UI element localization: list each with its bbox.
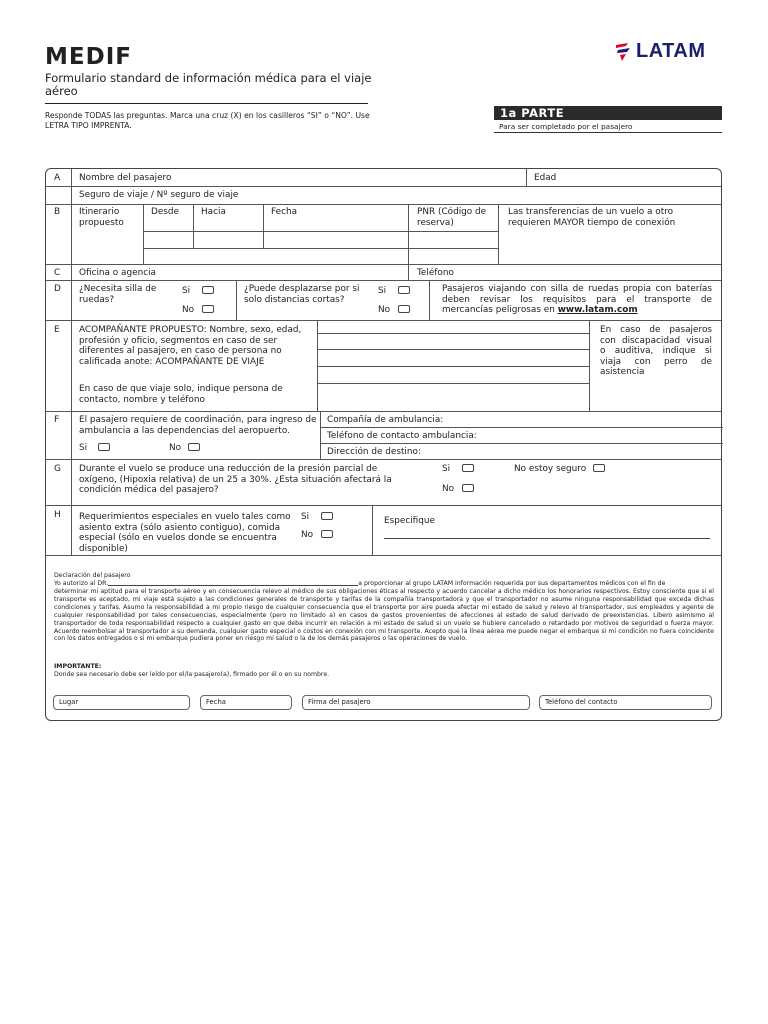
specify-label: Especifique [384,516,435,526]
short-distance-question: ¿Puede desplazarse por si solo distancias cortas? [244,284,360,305]
hypoxia-text: Durante el vuelo se produce una reducción de la presión parcial de oxígeno, (Hipoxia relativa) de un 25 a 30%. ¿Esta situación afectará la condición médica del pasajero? [79,464,392,495]
row-divider [46,459,721,460]
declaration-title: Declaración del pasajero [54,572,131,579]
wheelchair-yes-checkbox[interactable] [202,286,214,294]
letter-column-divider [71,169,72,555]
yes-label: Si [378,286,387,296]
passenger-name-label: Nombre del pasajero [79,173,172,183]
special-req-yes-checkbox[interactable] [321,512,333,520]
instructions-text: Responde TODAS las preguntas. Marca una cruz (X) en los casilleros “SI” o “NO”. Use LETRA TIPO IMPRENTA. [45,111,370,130]
col-divider [429,280,430,320]
col-divider [498,204,499,264]
yes-label: Si [79,443,88,453]
from-label: Desde [151,207,180,217]
section-letter: B [54,207,61,217]
header-divider [45,103,368,104]
col-divider [236,280,237,320]
place-field[interactable]: Lugar [53,695,190,710]
wheelchair-no-checkbox[interactable] [202,305,214,313]
age-label: Edad [534,173,557,183]
section-letter: E [54,325,60,335]
no-label: No [182,305,195,315]
no-label: No [378,305,391,315]
yes-label: Si [301,512,310,522]
row-divider [46,186,721,187]
important-text: Donde sea necesario debe ser leído por el/la pasajero(a), firmado por él o en su nombre. [54,671,330,678]
row-divider [46,411,721,412]
form-title: MEDIF [45,44,132,70]
latam-link[interactable]: www.latam.com [557,305,638,315]
battery-note-text: Pasajeros viajando con silla de ruedas propia con baterías deben revisar los requisitos para el transporte de mercancías peligrosas en [442,284,712,315]
medical-form [45,168,722,721]
col-divider [263,204,264,248]
col-divider [372,505,373,555]
ambulance-company-label: Compañía de ambulancia: [327,415,444,425]
hypoxia-not-sure-checkbox[interactable] [593,464,605,472]
phone-label: Teléfono [417,268,454,278]
disability-text: En caso de pasajeros con discapacidad visual o auditiva, indique si viaja con perro de asistencia [600,325,712,377]
to-label: Hacia [201,207,226,217]
companion-line [317,366,589,367]
col-divider [193,204,194,248]
itinerary-row-divider [143,248,498,249]
part-subtitle: Para ser completado por el pasajero [494,120,722,133]
hypoxia-yes-checkbox[interactable] [462,464,474,472]
connection-note: Las transferencias de un vuelo a otro requieren MAYOR tiempo de conexión [508,207,676,228]
section-letter: C [54,268,61,278]
section-letter: F [54,415,60,425]
col-divider [317,320,318,411]
ambulance-line [320,427,723,428]
row-divider [46,320,721,321]
wheelchair-question: ¿Necesita silla de ruedas? [79,284,157,305]
short-distance-no-checkbox[interactable] [398,305,410,313]
row-divider [46,204,721,205]
destination-label: Dirección de destino: [327,447,421,457]
col-divider [408,204,409,280]
insurance-label: Seguro de viaje / Nº seguro de viaje [79,190,239,200]
ambulance-coordination-text: El pasajero requiere de coordinación, para ingreso de ambulancia a las dependencias del aeropuerto. [79,415,317,436]
yes-label: Si [442,464,451,474]
ambulance-yes-checkbox[interactable] [98,443,110,451]
companion-text: ACOMPAÑANTE PROPUESTO: Nombre, sexo, edad, profesión y oficio, segmentos en caso de ser diferentes al pasajero, en caso de persona no calificada anote: ACOMPAÑANTE DE VIAJE [79,325,302,367]
companion-line [317,383,589,384]
pnr-label: PNR (Código de reserva) [417,207,487,228]
declaration-body: determinar mi aptitud para el transporte aéreo y en consecuencia relevo al médico de sus obligaciones éticas al respecto y acuerdo cancelar a dicho médico los honorarios respectivos. Estoy consciente que si el transporte es aceptado, mi viaje está sujeto a las condiciones generales de transporte y tarifas de la compañía transportadora y que el transportador no asume ninguna responsabilidad que exceda dichas condiciones y tarifas. Asumo la responsabilidad a mi propio riesgo de cualquier consecuencia que el transporte por aire pueda afectar mi estado de salud y relevo al transportador, sus empleados y agente de cualquier responsabilidad por tales consecuencias, especialmente (pero no limitado a) en casos de gastos provenientes de afecciones al estado de salud derivado de preexistencias. Libero asimismo al transportador de toda responsabilidad respecto a cualquier gasto en que deba incurrir en relación a mi estado de salud si un vuelo se hubiere cancelado o retardado por motivos de seguridad o fuerza mayor. Acuerdo reembolsar al transportador a su demanda, cualquier gasto especial o costos en conexión con mi transporte. Acepto que la línea aérea me puede negar el embarque si mi condición no fuera coincidente con los datos entregados o si mi embarque pudiera poner en riesgo mi salud o la de los demás pasajeros o las operaciones de vuelo. [54,588,714,643]
declaration-authorize-line [54,580,714,588]
logo-text: LATAM [636,40,706,62]
section-letter: A [54,173,61,183]
authorize-start: Yo autorizo al DR. [54,580,109,587]
contact-phone-field[interactable]: Teléfono del contacto [539,695,712,710]
signature-field[interactable]: Firma del pasajero [302,695,530,710]
row-divider [46,505,721,506]
ambulance-no-checkbox[interactable] [188,443,200,451]
form-subtitle: Formulario standard de información médica para el viaje aéreo [45,71,372,98]
important-title: IMPORTANTE: [54,663,102,670]
col-divider [589,320,590,411]
office-label: Oficina o agencia [79,268,156,278]
latam-logo-icon [614,42,632,62]
companion-line [317,349,589,350]
itinerary-label: Itinerario propuesto [79,207,124,228]
section-letter: D [54,284,61,294]
age-divider [526,169,527,186]
latam-logo [614,40,706,63]
row-divider [46,555,721,556]
col-divider [143,204,144,264]
ambulance-line [320,443,723,444]
not-sure-label: No estoy seguro [514,464,587,474]
no-label: No [442,484,455,494]
specify-line [384,538,710,539]
row-divider [46,280,721,281]
companion-line [317,333,589,334]
date-label: Fecha [271,207,298,217]
special-req-no-checkbox[interactable] [321,530,333,538]
date-field[interactable]: Fecha [200,695,292,710]
battery-note [442,284,712,316]
alone-contact-text: En caso de que viaje solo, indique persona de contacto, nombre y teléfono [79,384,283,405]
authorize-end: a proporcionar al grupo LATAM información requerida por sus departamentos médicos con el fin de [358,580,666,587]
part-title: 1a PARTE [494,106,722,120]
no-label: No [169,443,182,453]
yes-label: Si [182,286,191,296]
hypoxia-no-checkbox[interactable] [462,484,474,492]
row-divider [46,264,721,265]
section-letter: G [54,464,61,474]
col-divider [320,411,321,459]
no-label: No [301,530,314,540]
ambulance-phone-label: Teléfono de contacto ambulancia: [327,431,477,441]
short-distance-yes-checkbox[interactable] [398,286,410,294]
special-requirements-text: Requerimientos especiales en vuelo tales como asiento extra (sólo asiento contiguo), comida especial (sólo en vuelos donde se encuentra disponible) [79,512,291,554]
section-letter: H [54,510,61,520]
doctor-name-line[interactable] [108,585,358,586]
itinerary-row-divider [143,231,498,232]
